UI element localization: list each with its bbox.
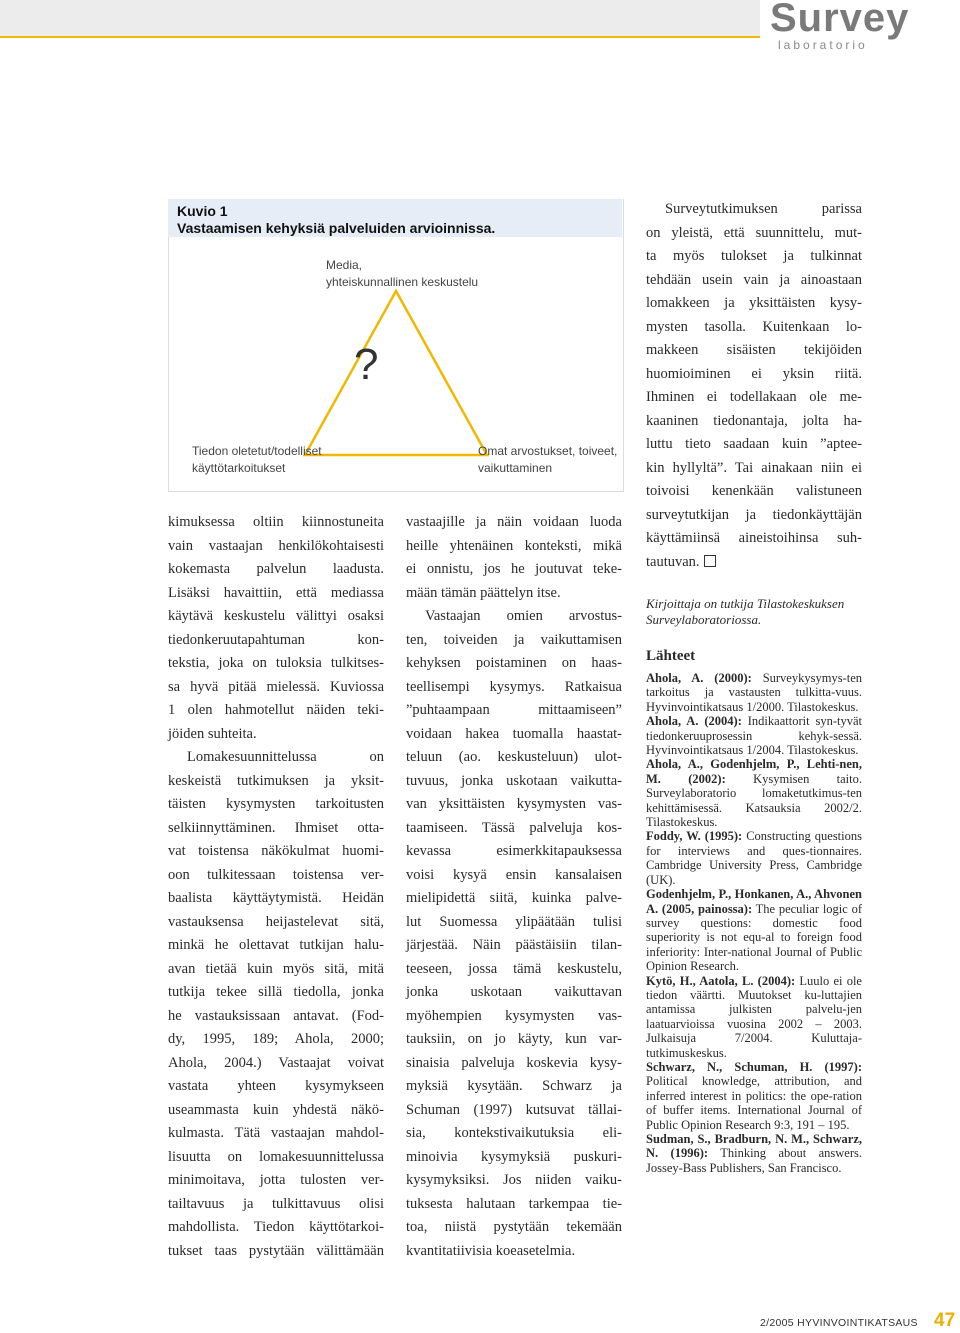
text-line: luttu tieto saadaan kuin ”aptee- — [646, 436, 862, 452]
figure-label-right-line1: Omat arvostukset, toiveet, — [478, 444, 618, 458]
text-line: mahdollista. Tiedon käyttötarkoi- — [168, 1219, 384, 1235]
page-number: 47 — [934, 1310, 956, 1331]
figure-label-top — [326, 257, 478, 291]
reference-text: Kysymisen taito. Surveylaboratorio lomaketutkimus-ten kehittämisessä. Katsauksia 2002/2. Tilastokeskus. — [646, 771, 862, 830]
figure-label-left-line1: Tiedon oletetut/todelliset — [192, 444, 322, 458]
text-line: tukset taas pystytään välittämään — [168, 1242, 384, 1259]
col1-paragraph-1 — [168, 511, 384, 746]
reference-text: Luulo ei ole tiedon väärtti. Muutokset ku-luttajien antamissa julkisten palvelu-jen laatuarvioissa vuosina 2002 – 2003. Julkaisuja 7/2004. Kuluttaja-tutkimuskeskus. — [646, 973, 862, 1060]
text-line: kaaninen tiedonantaja, jolta ha- — [646, 412, 862, 429]
question-mark: ? — [354, 340, 379, 389]
text-line: keskeistä tutkimuksen ja yksit- — [168, 772, 384, 789]
reference-author: Ahola, A., Godenhjelm, P., Lehti-nen, M. (2002): — [646, 757, 862, 786]
reference-item — [646, 829, 862, 887]
text-line: ten, toiveiden ja vaikuttamisen — [406, 631, 622, 648]
text-line: tehdään usein vain ja ainoastaan — [646, 271, 862, 288]
text-line: täisten kysymysten tarkoitusten — [168, 796, 384, 812]
text-line: tekstia, joka on tuloksia tulkitses- — [168, 655, 384, 671]
triangle-shape — [305, 291, 487, 455]
figure-label-right-line2: vaikuttaminen — [478, 461, 553, 475]
text-line: voisi kysyä ensin kansalaisen — [406, 866, 622, 883]
reference-text: Surveykysymys-ten tarkoitus ja vastausten tulkitta-vuus. Hyvinvointikatsaus 1/2000. Tilastokeskus. — [646, 671, 862, 714]
references-heading: Lähteet — [646, 648, 696, 664]
text-line: taamiseen. Tässä palveluja kos- — [406, 819, 622, 836]
text-line: huomioiminen ei yksin riitä. — [646, 365, 862, 382]
text-line: tuksesta halutaan tarkempaa tie- — [406, 1195, 622, 1212]
header-bar — [0, 0, 760, 36]
text-line: käytävä keskustelu välittyi osaksi — [168, 608, 384, 624]
text-line: minkä he olettavat tutkijan halu- — [168, 937, 384, 953]
text-line: Ahola, 2004.) Vastaajat voivat — [168, 1054, 384, 1071]
text-line: Schuman (1997) kutsuvat tällai- — [406, 1101, 622, 1118]
text-line: myksiä kysytään. Schwarz ja — [406, 1078, 622, 1094]
text-line: kehyksen poistaminen on haas- — [406, 655, 622, 671]
text-line: mielipidettä siitä, kuinka palve- — [406, 890, 622, 906]
text-line: lisuutta on lomakesuunnittelussa — [168, 1148, 384, 1165]
text-line: jonka uskotaan vaikuttavan — [406, 984, 622, 1000]
text-line: vastauksensa heijastelevat sitä, — [168, 913, 384, 930]
reference-text: Indikaattorit syn-tyvät tiedonkeruuprosessin kehyk-sessä. Hyvinvointikatsaus 1/2004. Tilastokeskus. — [646, 714, 862, 758]
text-line: he vastauksissaan antavat. (Fod- — [168, 1007, 384, 1024]
figure-label-left-line2: käyttötarkoitukset — [192, 461, 286, 475]
text-line-last: tautuvan. — [646, 553, 700, 570]
text-line: tauksiin, on jo käyty, kun var- — [406, 1031, 622, 1047]
text-line: useammasta kuin yhdestä näkö- — [168, 1101, 384, 1118]
text-line: van yksittäisten kysymysten vas- — [406, 796, 622, 812]
text-line: Lisäksi havaittiin, että mediassa — [168, 584, 384, 601]
reference-text: Constructing questions for interviews and ques-tionnaires. Cambridge University Press, Cambridge (UK). — [646, 829, 862, 887]
text-line: sinaisia palveluja koskevia kysy- — [406, 1054, 622, 1071]
text-line: käyttämiinsä aineistoihinsa suh- — [646, 530, 862, 546]
column-1 — [168, 511, 384, 1263]
text-line: lomakkeen ja yksittäisten kysy- — [646, 295, 862, 311]
text-line: vat toistensa näkökulmat huomi- — [168, 843, 384, 859]
text-line: teeseen, jossa tämä keskustelu, — [406, 960, 622, 977]
figure-label-right — [478, 443, 617, 477]
text-line: dy, 1995, 189; Ahola, 2000; — [168, 1031, 384, 1047]
header-accent-line — [0, 36, 760, 38]
survey-logo — [770, 0, 960, 60]
text-line: surveytutkijan ja tiedonkäyttäjän — [646, 506, 862, 523]
reference-author: Sudman, S., Bradburn, N. M., Schwarz, N. (1996): — [646, 1132, 862, 1161]
text-line: teellisempi kysymys. Ratkaisua — [406, 678, 622, 695]
figure-label-top-line2: yhteiskunnallinen keskustelu — [326, 275, 479, 289]
text-line: voidaan hakea tuomalla haastat- — [406, 725, 622, 742]
text-line: kvantitatiivisia koeasetelmia. — [406, 1242, 576, 1259]
reference-author: Godenhjelm, P., Honkanen, A., Ahvonen A. (2005, painossa): — [646, 887, 862, 916]
text-line: kulmasta. Tätä vastaajan mahdol- — [168, 1125, 384, 1141]
text-line: lut Suomessa ylipäätään tulisi — [406, 913, 622, 930]
text-line: kysymyksiksi. Jos niiden vaiku- — [406, 1172, 622, 1188]
text-line: vastaajille ja näin voidaan luoda — [406, 514, 622, 530]
text-line: mään tämän päättelyn itse. — [406, 584, 561, 601]
text-line: kin hyllyltä”. Tai ainakaan niin ei — [646, 459, 862, 476]
text-line: kimuksessa oltiin kiinnostuneita — [168, 514, 384, 530]
text-line-end — [646, 551, 862, 575]
text-line: makkeen sisäisten tekijöiden — [646, 342, 862, 358]
text-line: 1 olen hahmotellut näiden teki- — [168, 702, 384, 718]
column-2 — [406, 511, 622, 1263]
text-line: on yleistä, että suunnittelu, mut- — [646, 224, 862, 241]
text-line: tiedonkeruutapahtuman kon- — [168, 631, 384, 648]
text-line: toivoisi kenenkään valistuneen — [646, 483, 862, 499]
text-line: ta myös tulokset ja tulkinnat — [646, 248, 862, 264]
reference-author: Foddy, W. (1995): — [646, 829, 743, 844]
text-line: selkiinnyttäminen. Ihmiset otta- — [168, 819, 384, 836]
reference-author: Kytö, H., Aatola, L. (2004): — [646, 973, 796, 988]
reference-item — [646, 887, 862, 973]
text-line: Ihminen ei todellakaan ole me- — [646, 389, 862, 405]
text-line: minoivia kysymyksiä puskuri- — [406, 1148, 622, 1165]
author-note: Kirjoittaja on tutkija Tilastokeskuksen Surveylaboratoriossa. — [646, 596, 845, 627]
text-line: vain vastaajan henkilökohtaisesti — [168, 537, 384, 554]
text-line: sia, kontekstivaikutuksia eli- — [406, 1125, 622, 1141]
text-line: ”puhtaampaan mittaamiseen” — [406, 702, 622, 718]
col2-paragraph-1 — [406, 511, 622, 605]
reference-item — [646, 757, 862, 829]
text-line: toa, niistä pystytään tekemään — [406, 1219, 622, 1235]
text-line: avan tietää kuin myös sitä, mitä — [168, 960, 384, 977]
col2-paragraph-2 — [406, 605, 622, 1263]
text-line: heille yhtenäinen konteksti, mikä — [406, 537, 622, 554]
text-line: sa hyvä pitää mielessä. Kuviossa — [168, 678, 384, 695]
text-line: teluun (ao. keskusteluun) ulot- — [406, 749, 622, 765]
figure-label-top-line1: Media, — [326, 258, 363, 272]
text-line: baalista käyttäytymistä. Heidän — [168, 890, 384, 906]
text-line: oon tulkitessaan toistensa ver- — [168, 866, 384, 883]
reference-text: The peculiar logic of survey questions: domestic food superiority is not equ-al to foreign food inferiority: Inter-national Journal of Public Opinion Research. — [646, 901, 862, 974]
text-line: myöhempien kysymysten vas- — [406, 1007, 622, 1024]
text-line: Vastaajan omien arvostus- — [425, 608, 622, 624]
logo-subtitle: laboratorio — [778, 38, 868, 52]
text-line: tailtavuus ja tulkittavuus olisi — [168, 1195, 384, 1212]
logo-wordmark: Survey — [770, 0, 910, 40]
text-line: kevassa esimerkkitapauksessa — [406, 843, 622, 859]
text-line: mysten tasolla. Kuitenkaan lo- — [646, 318, 862, 335]
text-line: vastata yhteen kysymykseen — [168, 1078, 384, 1094]
text-line: tutkija tekee sillä tiedolla, jonka — [168, 984, 384, 1000]
figure-title: Vastaamisen kehyksiä palveluiden arvioinnissa. — [177, 220, 496, 236]
reference-text: Thinking about answers. Jossey-Bass Publishers, San Francisco. — [646, 1146, 862, 1175]
col1-paragraph-2 — [168, 746, 384, 1263]
text-line: Lomakesuunnittelussa on — [187, 749, 384, 765]
reference-text: Political knowledge, attribution, and inferred interest in politics: the ope-ration of buffer items. International Journal of Public Opinion Research 9:3, 191 – 195. — [646, 1074, 862, 1132]
reference-author: Schwarz, N., Schuman, H. (1997): — [646, 1059, 862, 1074]
figure-number: Kuvio 1 — [177, 203, 228, 219]
text-line: tuvuus, jonka uskotaan vaikutta- — [406, 772, 622, 789]
reference-item — [646, 974, 862, 1060]
references-list — [646, 671, 862, 1175]
reference-item — [646, 714, 862, 757]
text-line: kokemasta palvelun laadusta. — [168, 561, 384, 577]
reference-item — [646, 1060, 862, 1132]
figure-label-left — [192, 443, 322, 477]
footer-issue: 2/2005 HYVINVOINTIKATSAUS — [760, 1317, 918, 1329]
reference-author: Ahola, A. (2000): — [646, 671, 752, 685]
reference-item — [646, 1132, 862, 1175]
end-square-icon — [704, 555, 716, 567]
text-line: minimoitava, jotta tulosten ver- — [168, 1172, 384, 1188]
text-line: Surveytutkimuksen parissa — [665, 201, 862, 217]
text-line: järjestää. Näin päästäisiin tilan- — [406, 937, 622, 953]
text-line: jöiden suhteita. — [168, 725, 257, 742]
reference-item — [646, 671, 862, 714]
reference-author: Ahola, A. (2004): — [646, 714, 742, 729]
text-line: ei onnistu, jos he joutuvat teke- — [406, 561, 622, 577]
column-3 — [646, 198, 862, 574]
